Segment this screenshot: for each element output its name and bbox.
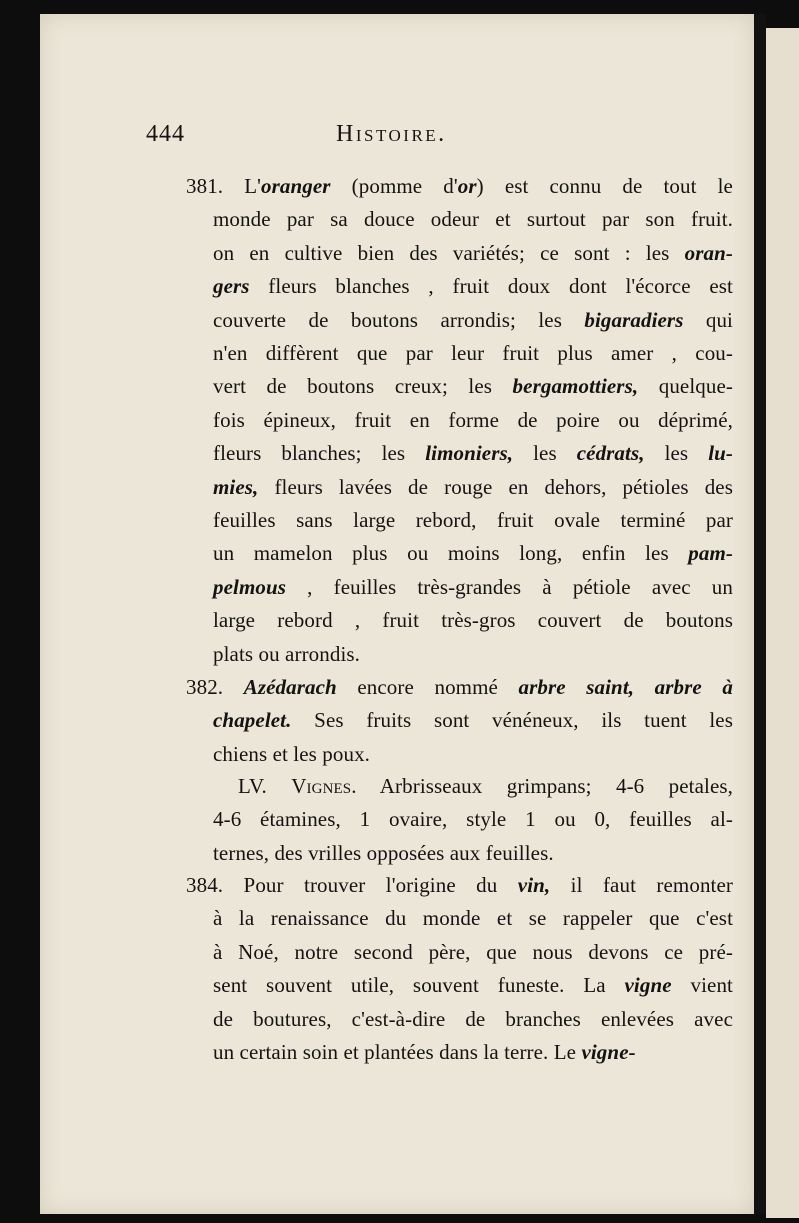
text-run: 382. <box>186 675 244 699</box>
italic-term: gers <box>213 274 250 299</box>
text-run: chiens et les poux. <box>213 741 371 766</box>
facing-page-edge <box>766 28 799 1218</box>
text-line <box>213 608 733 632</box>
text-line <box>186 873 733 897</box>
text-run: un mamelon plus ou moins long, enfin les <box>213 541 689 566</box>
text-line <box>213 374 733 398</box>
text-run: fois épineux, fruit en forme de poire ou déprimé, <box>213 407 733 432</box>
text-line <box>213 508 733 532</box>
text-line <box>213 441 733 465</box>
book-page <box>40 14 754 1214</box>
italic-term: vin, <box>517 873 551 897</box>
italic-term: oranger <box>261 174 331 198</box>
text-run: n'en diffèrent que par leur fruit plus amer , cou- <box>213 341 733 365</box>
text-line <box>213 408 733 432</box>
italic-term: lu- <box>708 441 733 466</box>
italic-term: chapelet. <box>213 708 292 733</box>
text-run: LV. <box>238 774 292 798</box>
text-run: à Noé, notre second père, que nous devons ce pré- <box>213 939 733 964</box>
running-head: Histoire. <box>336 121 447 147</box>
text-run: fleurs blanches , fruit doux dont l'écorce est <box>249 274 733 299</box>
text-run: encore nommé <box>336 675 519 699</box>
page-text <box>40 14 754 1214</box>
text-run: couverte de boutons arrondis; les <box>213 307 585 332</box>
text-line <box>213 274 733 298</box>
italic-term: limoniers, <box>425 441 514 466</box>
text-line <box>213 906 733 930</box>
text-run: ternes, des vrilles opposées aux feuilles. <box>213 840 554 865</box>
text-line <box>238 774 733 798</box>
italic-term: oran- <box>684 240 733 265</box>
text-line <box>213 642 360 666</box>
text-run: feuilles sans large rebord, fruit ovale terminé par <box>213 508 733 532</box>
text-run: à la renaissance du monde et se rappeler que c'est <box>213 906 733 931</box>
page-number: 444 <box>146 121 185 147</box>
text-run: quelque- <box>638 374 733 399</box>
text-run: les <box>513 441 577 466</box>
text-line <box>213 1040 636 1064</box>
text-line <box>213 940 733 964</box>
text-run: vert de boutons creux; les <box>213 374 513 399</box>
text-run: fleurs lavées de rouge en dehors, pétioles des <box>258 474 733 499</box>
text-run: fleurs blanches; les <box>213 441 426 466</box>
text-run: Ses fruits sont vénéneux, ils tuent les <box>291 708 733 733</box>
text-run: (pomme d' <box>330 174 458 198</box>
text-run: ) est connu de tout le <box>476 174 733 198</box>
text-line <box>213 575 733 599</box>
text-line <box>213 475 733 499</box>
text-run: un certain soin et plantées dans la terre. Le <box>213 1040 582 1064</box>
italic-term: mies, <box>213 474 259 499</box>
italic-term: bigaradiers <box>584 307 684 332</box>
text-run: sent souvent utile, souvent funeste. La <box>213 973 625 998</box>
text-line <box>213 708 733 732</box>
text-run: plats ou arrondis. <box>213 641 361 666</box>
text-line <box>213 341 733 365</box>
italic-term: pam- <box>688 541 733 566</box>
text-line <box>213 1007 733 1031</box>
italic-term: or <box>457 174 477 198</box>
text-line <box>213 541 733 565</box>
text-line <box>213 973 733 997</box>
text-run: monde par sa douce odeur et surtout par son fruit. <box>213 207 733 232</box>
text-run: on en cultive bien des variétés; ce sont : les <box>213 240 685 265</box>
text-line <box>213 841 554 865</box>
italic-term: pelmous <box>213 574 287 599</box>
italic-term: cédrats, <box>576 441 645 466</box>
text-run: , feuilles très-grandes à pétiole avec un <box>286 574 733 599</box>
text-line <box>213 207 733 231</box>
text-run: large rebord , fruit très-gros couvert de boutons <box>213 608 733 633</box>
italic-term: arbre saint, arbre à <box>518 675 733 699</box>
text-run: 381. L' <box>186 174 262 198</box>
text-line <box>186 174 733 198</box>
text-run: qui <box>683 307 733 332</box>
text-line <box>213 742 370 766</box>
text-run: vient <box>671 973 733 998</box>
text-run: Vignes. <box>291 774 357 798</box>
page-gutter <box>754 14 766 1214</box>
text-line <box>213 241 733 265</box>
italic-term: Azédarach <box>243 675 337 699</box>
text-line <box>213 308 733 332</box>
text-line <box>213 807 733 831</box>
italic-term: vigne <box>624 973 672 998</box>
text-run: Arbrisseaux grimpans; 4-6 petales, <box>356 774 733 798</box>
text-run: 384. Pour trouver l'origine du <box>186 873 518 897</box>
text-line <box>186 675 733 699</box>
text-run: de boutures, c'est-à-dire de branches enlevées avec <box>213 1006 733 1031</box>
italic-term: vigne- <box>581 1040 636 1064</box>
italic-term: bergamottiers, <box>512 374 639 399</box>
text-run: les <box>644 441 709 466</box>
text-run: il faut remonter <box>550 873 733 897</box>
text-run: 4-6 étamines, 1 ovaire, style 1 ou 0, feuilles al- <box>213 807 733 832</box>
